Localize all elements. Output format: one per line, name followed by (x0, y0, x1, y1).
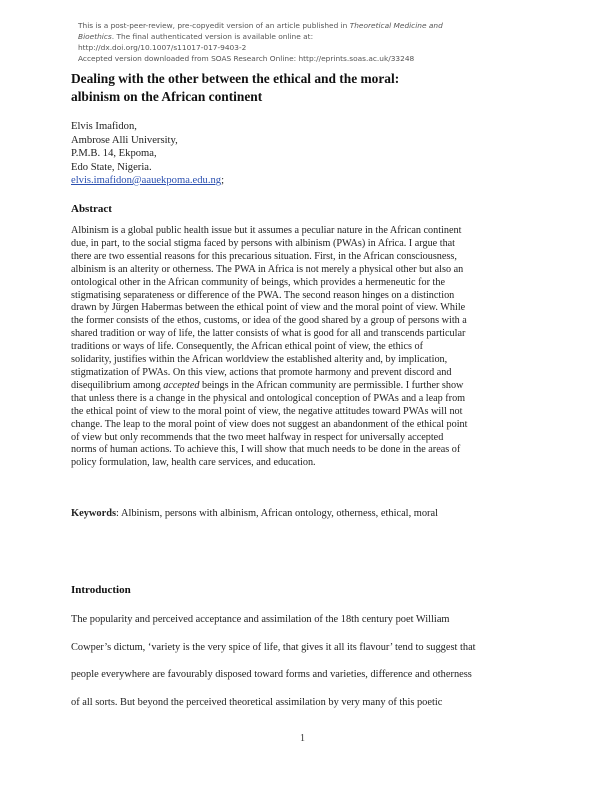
abstract-line: due, in part, to the social stigma faced by persons with albinism (PWAs) in Africa. I argue that (71, 237, 456, 249)
body-line: Cowper’s dictum, ‘variety is the very spice of life, that gives it all its flavour’ tend to suggest that (71, 641, 476, 653)
abstract-line: change. The leap to the moral point of view does not suggest an abandonment of the ethical point (71, 418, 468, 430)
abstract-line: traditions or ways of life. Consequently, the African ethical point of view, the ethics of (71, 341, 424, 353)
abstract-body (71, 225, 549, 470)
abstract-line: shared tradition or way of life, the latter consists of what is good for all and transcends particular (71, 328, 466, 340)
author-name: Elvis Imafidon, (71, 121, 137, 132)
abstract-line: disequilibrium among accepted beings in the African community are permissible. I further show (71, 379, 464, 391)
abstract-line: drawn by Jürgen Habermas between the ethical point of view and the moral point of view. While (71, 302, 466, 314)
keywords-label: Keywords (71, 508, 117, 519)
abstract-line: stigmatization of PWAs. On this view, actions that promote harmony and prevent discord and (71, 366, 452, 378)
body-line: The popularity and perceived acceptance and assimilation of the 18th century poet William (71, 614, 450, 625)
abstract-line: there are two essential reasons for this precarious situation. First, in the African consciousness, (71, 250, 457, 262)
introduction-heading: Introduction (71, 584, 131, 596)
abstract-line: the ethical point of view to the moral point of view, the negative attitudes toward PWAs will not (71, 405, 463, 417)
keywords-line (71, 508, 438, 519)
paper-title (71, 70, 541, 106)
notice-line-1: This is a post-peer-review, pre-copyedit version of an article published in Theoretical Medicine and (78, 21, 443, 30)
author-address-1: P.M.B. 14, Ekpoma, (71, 148, 157, 159)
abstract-line: policy formulation, law, health care services, and education. (71, 457, 316, 469)
emphasis-accepted: accepted (163, 379, 200, 391)
abstract-line: the former consists of the ethos, customs, or idea of the good shared by a group of persons with a (71, 315, 467, 327)
abstract-line: norms of human actions. To achieve this, I will show that much needs to be done in the areas of (71, 444, 461, 456)
author-address-2: Edo State, Nigeria. (71, 161, 152, 173)
notice-doi-link[interactable]: http://dx.doi.org/10.1007/s11017-017-9403-2 (78, 43, 247, 52)
author-affiliation: Ambrose Alli University, (71, 134, 178, 146)
abstract-line: of view but only recommends that the two meet halfway in respect for universally accepted (71, 431, 444, 443)
keywords-list: : Albinism, persons with albinism, African ontology, otherness, ethical, moral (116, 508, 438, 519)
abstract-line: albinism is an alterity or otherness. The PWA in Africa is not merely a physical other but also an (71, 263, 464, 275)
author-block (71, 120, 371, 188)
notice-line-2: Bioethics. The final authenticated version is available online at: (78, 32, 314, 41)
title-line-1: Dealing with the other between the ethical and the moral: (71, 71, 400, 86)
abstract-heading: Abstract (71, 203, 112, 215)
page-number: 1 (300, 733, 305, 744)
notice-repository-line: Accepted version downloaded from SOAS Research Online: http://eprints.soas.ac.uk/33248 (78, 54, 415, 63)
introduction-body (71, 606, 549, 716)
author-email-link[interactable]: elvis.imafidon@aauekpoma.edu.ng (71, 175, 222, 186)
author-email-line: elvis.imafidon@aauekpoma.edu.ng; (71, 175, 225, 186)
abstract-line: that unless there is a change in the physical and ontological conception of PWAs and a leap from (71, 392, 466, 404)
abstract-line: solidarity, justifies within the African worldview the established alterity and, by implication, (71, 354, 448, 366)
abstract-line: Albinism is a global public health issue but it assumes a peculiar nature in the African continent (71, 225, 462, 236)
abstract-line: ontological other in the African community of beings, which provides a hermeneutic for the (71, 276, 446, 288)
body-line: people everywhere are favourably disposed toward forms and varieties, difference and otherness (71, 669, 472, 680)
abstract-line: stigmatising separateness or difference of the PWA. The second reason hinges on a distinction (71, 289, 455, 301)
body-line: of all sorts. But beyond the perceived theoretical assimilation by very many of this poetic (71, 696, 443, 708)
preprint-notice (78, 20, 548, 64)
title-line-2: albinism on the African continent (71, 89, 263, 104)
